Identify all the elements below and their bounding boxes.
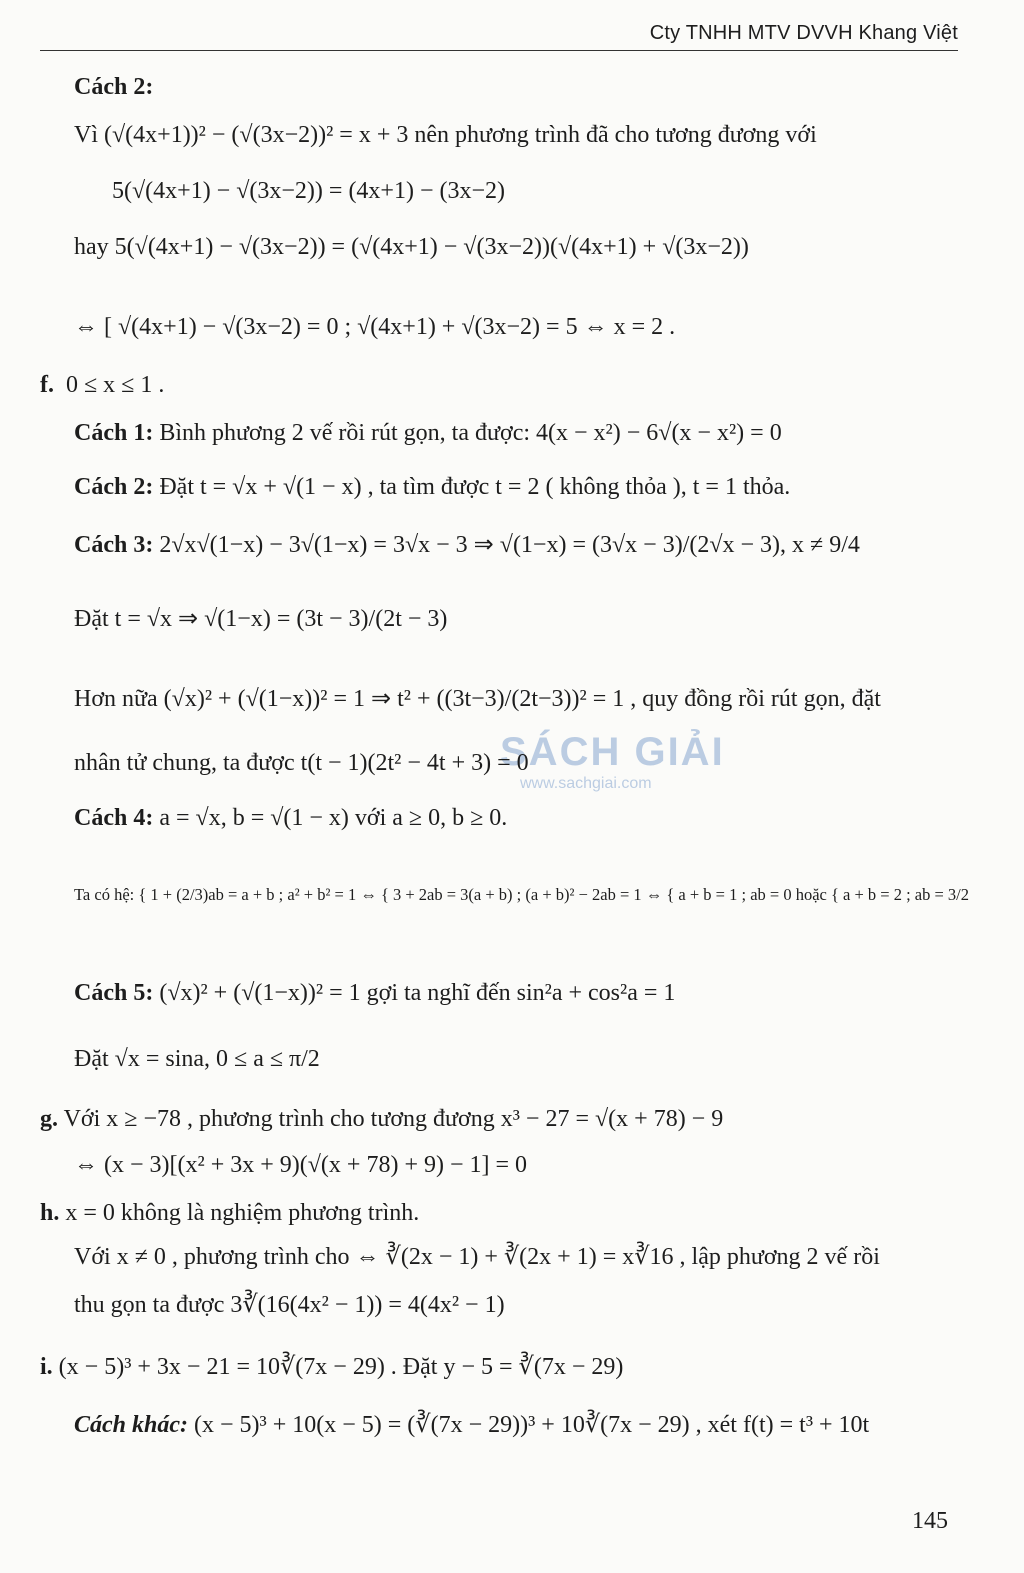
- line-17: g. Với x ≥ −78 , phương trình cho tương đương x³ − 27 = √(x + 78) − 9: [40, 1106, 724, 1132]
- line-4: hay 5(√(4x+1) − √(3x−2)) = (√(4x+1) − √(3x−2))(√(4x+1) + √(3x−2)): [74, 234, 749, 260]
- line-8: Cách 2: Đặt t = √x + √(1 − x) , ta tìm được t = 2 ( không thỏa ), t = 1 thỏa.: [74, 474, 791, 500]
- line-11: Hơn nữa (√x)² + (√(1−x))² = 1 ⇒ t² + ((3t−3)/(2t−3))² = 1 , quy đồng rồi rút gọn, đặt: [74, 686, 881, 712]
- watermark-url: www.sachgiai.com: [520, 775, 652, 792]
- line-15: Cách 5: (√x)² + (√(1−x))² = 1 gợi ta nghĩ đến sin²a + cos²a = 1: [74, 980, 676, 1006]
- line-18: ⇔ (x − 3)[(x² + 3x + 9)(√(x + 78) + 9) − 1] = 0: [74, 1152, 528, 1178]
- line-7: Cách 1: Bình phương 2 vế rồi rút gọn, ta được: 4(x − x²) − 6√(x − x²) = 0: [74, 420, 782, 446]
- company-name: Cty TNHH MTV DVVH Khang Việt: [649, 22, 958, 44]
- line-19: h. x = 0 không là nghiệm phương trình.: [40, 1200, 420, 1226]
- line-3: 5(√(4x+1) − √(3x−2)) = (4x+1) − (3x−2): [112, 178, 506, 204]
- line-2: Vì (√(4x+1))² − (√(3x−2))² = x + 3 nên phương trình đã cho tương đương với: [74, 122, 817, 148]
- line-1: Cách 2:: [74, 74, 154, 100]
- page-header: [40, 20, 958, 51]
- line-9: Cách 3: 2√x√(1−x) − 3√(1−x) = 3√x − 3 ⇒ √(1−x) = (3√x − 3)/(2√x − 3), x ≠ 9/4: [74, 532, 860, 558]
- watermark: [500, 730, 725, 793]
- line-22: i. (x − 5)³ + 3x − 21 = 10∛(7x − 29) . Đặt y − 5 = ∛(7x − 29): [40, 1354, 624, 1380]
- line-16: Đặt √x = sina, 0 ≤ a ≤ π/2: [74, 1046, 320, 1072]
- line-21: thu gọn ta được 3∛(16(4x² − 1)) = 4(4x² − 1): [74, 1292, 505, 1318]
- line-6: f. 0 ≤ x ≤ 1 .: [40, 372, 165, 398]
- line-12: nhân tử chung, ta được t(t − 1)(2t² − 4t + 3) = 0: [74, 750, 529, 776]
- line-10: Đặt t = √x ⇒ √(1−x) = (3t − 3)/(2t − 3): [74, 606, 448, 632]
- line-23: Cách khác: (x − 5)³ + 10(x − 5) = (∛(7x − 29))³ + 10∛(7x − 29) , xét f(t) = t³ + 10t: [74, 1412, 870, 1438]
- line-14: Ta có hệ: { 1 + (2/3)ab = a + b ; a² + b² = 1 ⇔ { 3 + 2ab = 3(a + b) ; (a + b)² − 2ab = 1 ⇔ { a + b = 1 ; ab = 0 hoặc { a + b = 2 ; ab = 3/2: [74, 885, 969, 904]
- line-5: ⇔ [ √(4x+1) − √(3x−2) = 0 ; √(4x+1) + √(3x−2) = 5 ⇔ x = 2 .: [74, 314, 676, 340]
- page-number: 145: [912, 1508, 948, 1534]
- line-20: Với x ≠ 0 , phương trình cho ⇔ ∛(2x − 1) + ∛(2x + 1) = x∛16 , lập phương 2 vế rồi: [74, 1244, 880, 1270]
- watermark-logo: SÁCH GIẢI: [500, 730, 725, 774]
- line-13: Cách 4: a = √x, b = √(1 − x) với a ≥ 0, b ≥ 0.: [74, 805, 508, 831]
